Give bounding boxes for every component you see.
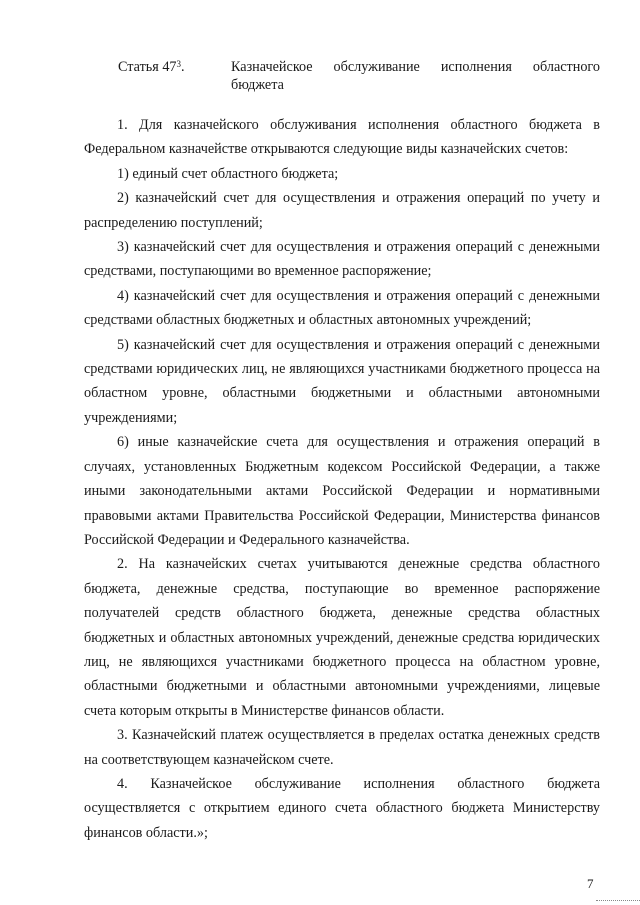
list-item-6: 6) иные казначейские счета для осуществления и отражения операций в случаях, установленных Бюджетным кодексом Российской Федерации, а также иными законодательными актами Российской Федерации и нормативными правовыми актами Правительства Российской Федерации, Министерства финансов Российской Федерации и Федерального казначейства. bbox=[84, 434, 600, 548]
list-item-2: 2) казначейский счет для осуществления и отражения операций по учету и распределению поступлений; bbox=[84, 190, 600, 231]
list-item-1: 1) единый счет областного бюджета; bbox=[117, 165, 339, 182]
scan-artifact-divider bbox=[596, 900, 640, 902]
article-title-line-1: Казначейское обслуживание исполнения областного bbox=[231, 59, 600, 75]
paragraph-4: 4. Казначейское обслуживание исполнения областного бюджета осуществляется с открытием единого счета областного бюджета Министерству финансов области.»; bbox=[84, 775, 600, 841]
article-title bbox=[231, 58, 600, 94]
article-body bbox=[84, 113, 600, 845]
list-item-3: 3) казначейский счет для осуществления и отражения операций с денежными средствами, поступающими во временное распоряжение; bbox=[84, 239, 600, 280]
paragraph-2: 2. На казначейских счетах учитываются денежные средства областного бюджета, денежные средства, поступающие во временное распоряжение получателей средств областного бюджета, денежные средства областных бюджетных и областных автономных учреждений, денежные средства юридических лиц, не являющихся участниками бюджетного процесса на областном уровне, областными бюджетными и областными автономными учреждениями, лицевые счета которым открыты в Министерстве финансов области. bbox=[84, 556, 600, 719]
article-label-superscript: 3 bbox=[176, 59, 182, 69]
article-title-line-2: бюджета bbox=[231, 77, 284, 93]
paragraph-3: 3. Казначейский платеж осуществляется в пределах остатка денежных средств на соответствующем казначейском счете. bbox=[84, 727, 600, 768]
article-label-text: Статья 47 bbox=[118, 59, 177, 75]
article-label bbox=[118, 58, 185, 76]
page-number: 7 bbox=[587, 876, 594, 891]
paragraph-1: 1. Для казначейского обслуживания исполнения областного бюджета в Федеральном казначействе открываются следующие виды казначейских счетов: bbox=[84, 117, 600, 158]
list-item-4: 4) казначейский счет для осуществления и отражения операций с денежными средствами областных бюджетных и областных автономных учреждений; bbox=[84, 287, 600, 329]
article-label-suffix: . bbox=[181, 59, 185, 75]
list-item-5: 5) казначейский счет для осуществления и отражения операций с денежными средствами юридических лиц, не являющихся участниками бюджетного процесса на областном уровне, областными бюджетными и областными автономными учреждениями; bbox=[84, 336, 600, 426]
